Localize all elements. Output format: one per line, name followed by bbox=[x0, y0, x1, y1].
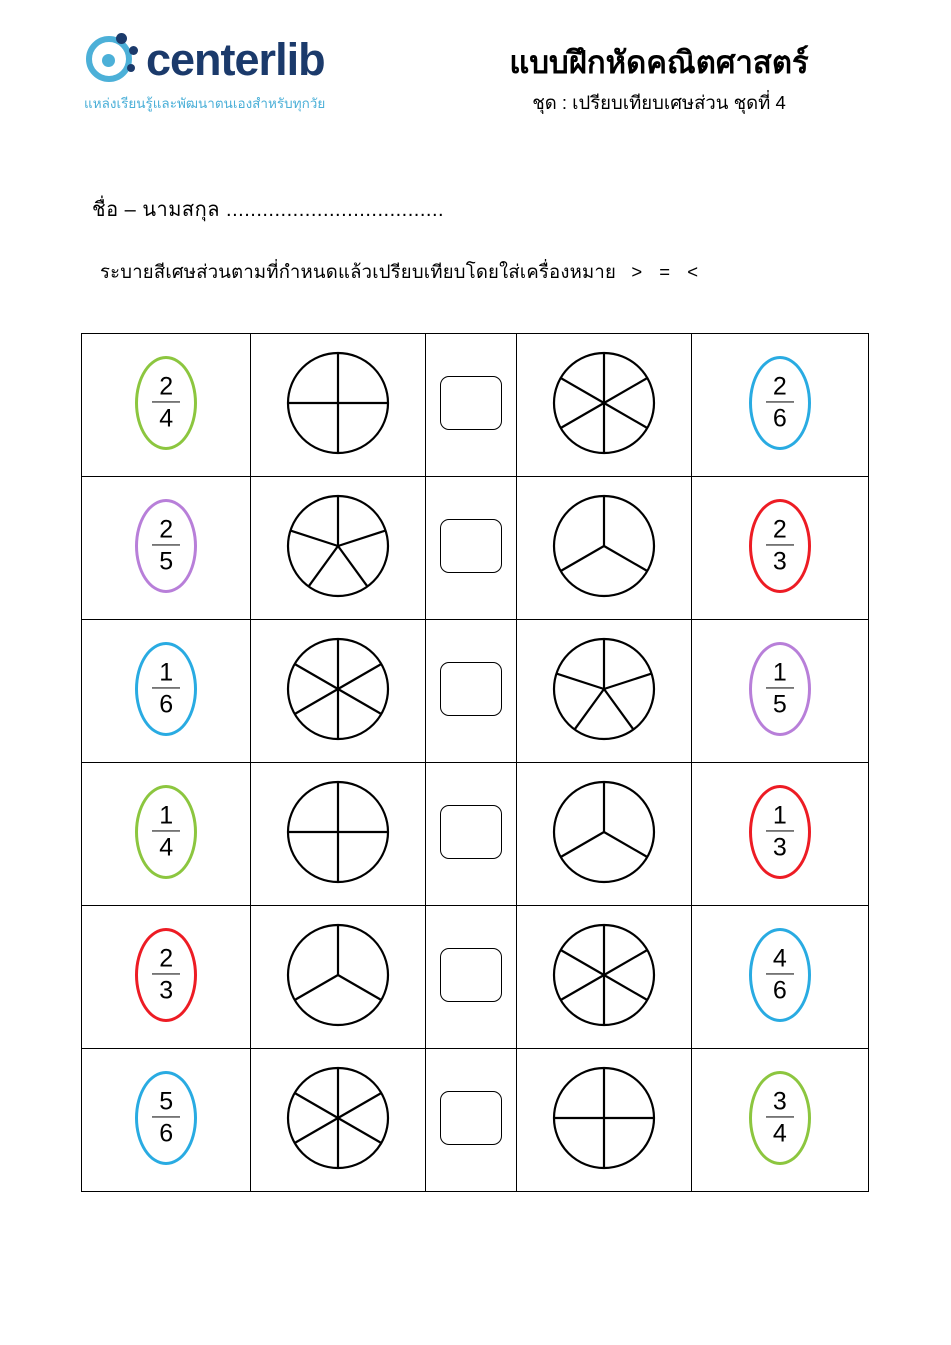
fraction-cell-left bbox=[82, 477, 251, 620]
fraction-numerator: 1 bbox=[159, 800, 174, 829]
fraction-oval-right bbox=[749, 928, 811, 1022]
answer-cell[interactable] bbox=[426, 620, 517, 763]
pie-cell-right[interactable] bbox=[516, 763, 691, 906]
answer-cell[interactable] bbox=[426, 334, 517, 477]
worksheet-title-block bbox=[449, 46, 869, 118]
fraction-denominator: 6 bbox=[772, 976, 787, 1005]
fraction-denominator: 4 bbox=[159, 404, 174, 433]
fraction-right bbox=[752, 1088, 808, 1147]
pie-chart-icon-right[interactable] bbox=[551, 493, 657, 599]
fraction-numerator: 3 bbox=[772, 1086, 787, 1115]
pie-cell-left[interactable] bbox=[251, 477, 426, 620]
fraction-left bbox=[138, 516, 194, 575]
fraction-cell-left bbox=[82, 763, 251, 906]
fraction-cell-right bbox=[691, 334, 868, 477]
pie-cell-right[interactable] bbox=[516, 906, 691, 1049]
fraction-bar bbox=[152, 1116, 180, 1118]
answer-cell[interactable] bbox=[426, 1049, 517, 1192]
table-row bbox=[82, 334, 869, 477]
fraction-numerator: 4 bbox=[772, 943, 787, 972]
fraction-oval-right bbox=[749, 356, 811, 450]
student-name-line: ชื่อ – นามสกุล .................................... bbox=[92, 199, 445, 221]
instruction-label: ระบายสีเศษส่วนตามที่กำหนดแล้วเปรียบเทียบโดยใส่เครื่องหมาย bbox=[100, 261, 617, 282]
fraction-oval-left bbox=[135, 499, 197, 593]
fraction-left bbox=[138, 373, 194, 432]
fraction-cell-right bbox=[691, 763, 868, 906]
fraction-numerator: 5 bbox=[159, 1086, 174, 1115]
fraction-denominator: 5 bbox=[159, 547, 174, 576]
fraction-bar bbox=[152, 544, 180, 546]
pie-chart-icon-right[interactable] bbox=[551, 636, 657, 742]
pie-cell-right[interactable] bbox=[516, 1049, 691, 1192]
fraction-denominator: 4 bbox=[772, 1119, 787, 1148]
pie-chart-icon-right[interactable] bbox=[551, 779, 657, 885]
fraction-bar bbox=[152, 830, 180, 832]
instruction-operators: > = < bbox=[631, 261, 705, 282]
table-row bbox=[82, 906, 869, 1049]
fraction-cell-right bbox=[691, 1049, 868, 1192]
fraction-denominator: 6 bbox=[772, 404, 787, 433]
pie-chart-icon-left[interactable] bbox=[285, 636, 391, 742]
instruction-text bbox=[100, 258, 704, 287]
fraction-numerator: 2 bbox=[159, 371, 174, 400]
logo-tagline: แหล่งเรียนรู้และพัฒนาตนเองสำหรับทุกวัย bbox=[84, 96, 326, 111]
fraction-bar bbox=[766, 544, 794, 546]
pie-cell-right[interactable] bbox=[516, 620, 691, 763]
fraction-left bbox=[138, 802, 194, 861]
fraction-cell-right bbox=[691, 906, 868, 1049]
pie-cell-right[interactable] bbox=[516, 477, 691, 620]
fraction-oval-left bbox=[135, 356, 197, 450]
fraction-bar bbox=[766, 1116, 794, 1118]
table-row bbox=[82, 620, 869, 763]
pie-cell-left[interactable] bbox=[251, 906, 426, 1049]
brand-logo bbox=[82, 30, 412, 114]
table-row bbox=[82, 477, 869, 620]
page-title: แบบฝึกหัดคณิตศาสตร์ bbox=[509, 45, 809, 80]
pie-chart-icon-right[interactable] bbox=[551, 350, 657, 456]
fraction-bar bbox=[152, 687, 180, 689]
pie-cell-left[interactable] bbox=[251, 763, 426, 906]
fraction-bar bbox=[152, 973, 180, 975]
fraction-bar bbox=[766, 830, 794, 832]
fraction-oval-left bbox=[135, 928, 197, 1022]
fraction-left bbox=[138, 945, 194, 1004]
worksheet-table bbox=[81, 333, 869, 1192]
fraction-denominator: 5 bbox=[772, 690, 787, 719]
fraction-numerator: 2 bbox=[159, 943, 174, 972]
logo-wordmark: centerlib bbox=[146, 33, 325, 85]
fraction-bar bbox=[766, 401, 794, 403]
fraction-denominator: 4 bbox=[159, 833, 174, 862]
comparison-answer-box[interactable] bbox=[440, 805, 502, 859]
table-row bbox=[82, 1049, 869, 1192]
fraction-numerator: 2 bbox=[159, 514, 174, 543]
comparison-answer-box[interactable] bbox=[440, 948, 502, 1002]
fraction-cell-left bbox=[82, 620, 251, 763]
pie-chart-icon-left[interactable] bbox=[285, 1065, 391, 1171]
fraction-right bbox=[752, 659, 808, 718]
answer-cell[interactable] bbox=[426, 477, 517, 620]
fraction-oval-left bbox=[135, 785, 197, 879]
pie-chart-icon-right[interactable] bbox=[551, 922, 657, 1028]
pie-chart-icon-right[interactable] bbox=[551, 1065, 657, 1171]
fraction-numerator: 2 bbox=[772, 514, 787, 543]
fraction-oval-left bbox=[135, 642, 197, 736]
comparison-answer-box[interactable] bbox=[440, 519, 502, 573]
pie-chart-icon-left[interactable] bbox=[285, 350, 391, 456]
fraction-bar bbox=[766, 973, 794, 975]
answer-cell[interactable] bbox=[426, 763, 517, 906]
table-row bbox=[82, 763, 869, 906]
fraction-left bbox=[138, 659, 194, 718]
pie-chart-icon-left[interactable] bbox=[285, 922, 391, 1028]
fraction-oval-left bbox=[135, 1071, 197, 1165]
fraction-cell-right bbox=[691, 477, 868, 620]
pie-cell-right[interactable] bbox=[516, 334, 691, 477]
fraction-right bbox=[752, 516, 808, 575]
pie-cell-left[interactable] bbox=[251, 334, 426, 477]
comparison-answer-box[interactable] bbox=[440, 376, 502, 430]
fraction-numerator: 1 bbox=[772, 657, 787, 686]
fraction-oval-right bbox=[749, 642, 811, 736]
pie-chart-icon-left[interactable] bbox=[285, 779, 391, 885]
centerlib-logo-icon bbox=[82, 30, 140, 88]
fraction-denominator: 3 bbox=[772, 833, 787, 862]
page-header bbox=[0, 0, 951, 150]
fraction-right bbox=[752, 945, 808, 1004]
fraction-denominator: 6 bbox=[159, 690, 174, 719]
comparison-answer-box[interactable] bbox=[440, 1091, 502, 1145]
fraction-denominator: 3 bbox=[159, 976, 174, 1005]
fraction-right bbox=[752, 373, 808, 432]
fraction-denominator: 3 bbox=[772, 547, 787, 576]
fraction-denominator: 6 bbox=[159, 1119, 174, 1148]
pie-cell-left[interactable] bbox=[251, 620, 426, 763]
fraction-right bbox=[752, 802, 808, 861]
fraction-bar bbox=[766, 687, 794, 689]
fraction-numerator: 1 bbox=[159, 657, 174, 686]
fraction-oval-right bbox=[749, 499, 811, 593]
fraction-numerator: 1 bbox=[772, 800, 787, 829]
fraction-cell-left bbox=[82, 1049, 251, 1192]
comparison-answer-box[interactable] bbox=[440, 662, 502, 716]
answer-cell[interactable] bbox=[426, 906, 517, 1049]
fraction-cell-left bbox=[82, 334, 251, 477]
fraction-cell-left bbox=[82, 906, 251, 1049]
fraction-oval-right bbox=[749, 1071, 811, 1165]
fraction-numerator: 2 bbox=[772, 371, 787, 400]
pie-chart-icon-left[interactable] bbox=[285, 493, 391, 599]
fraction-bar bbox=[152, 401, 180, 403]
pie-cell-left[interactable] bbox=[251, 1049, 426, 1192]
fraction-oval-right bbox=[749, 785, 811, 879]
page-subtitle: ชุด : เปรียบเทียบเศษส่วน ชุดที่ 4 bbox=[532, 92, 786, 114]
fraction-left bbox=[138, 1088, 194, 1147]
fraction-cell-right bbox=[691, 620, 868, 763]
